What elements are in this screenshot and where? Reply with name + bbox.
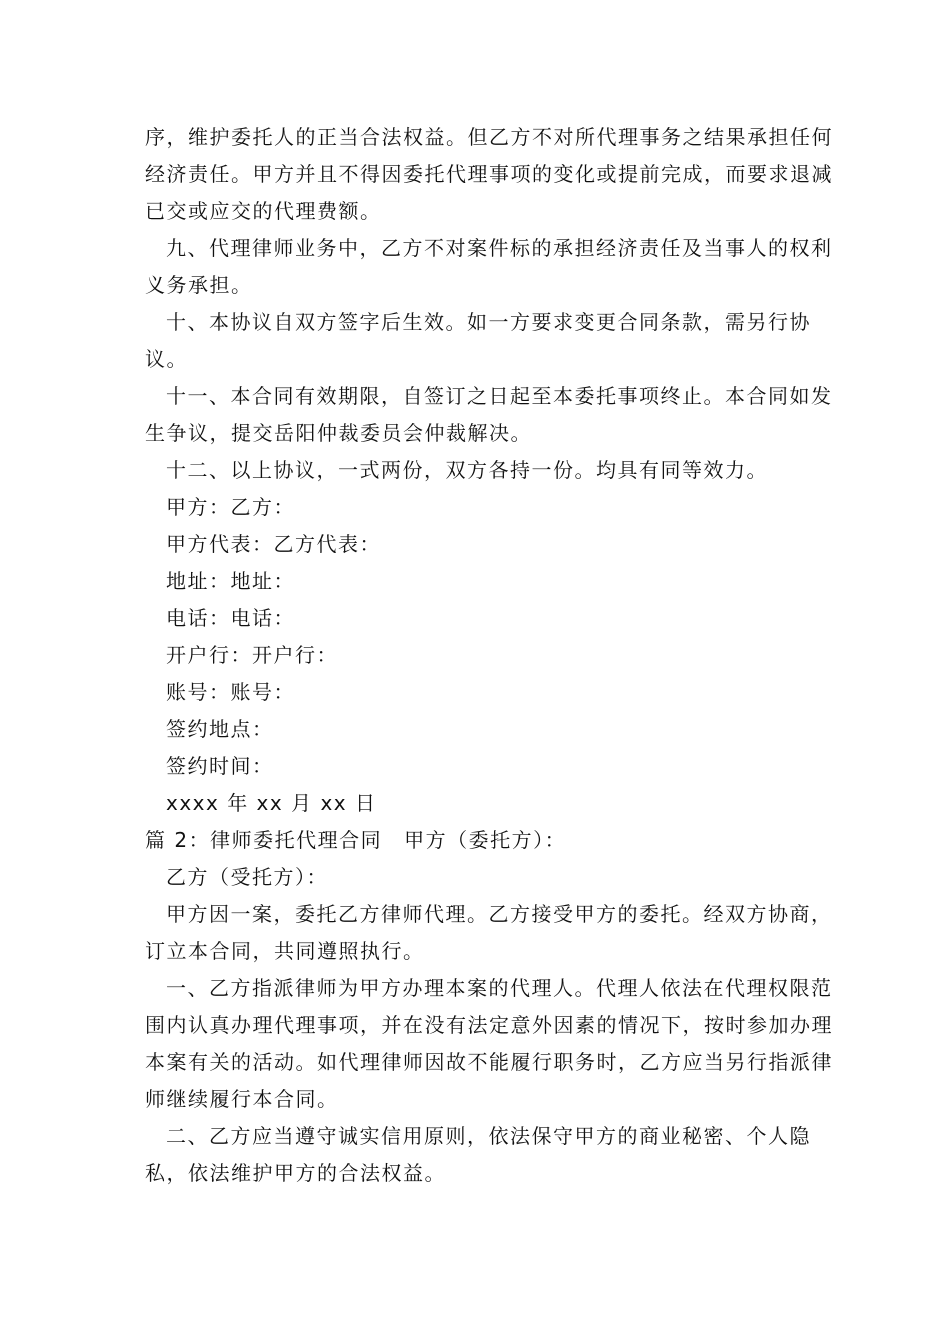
- signature-representatives: 甲方代表：乙方代表：: [166, 532, 381, 556]
- signature-address: 地址：地址：: [166, 569, 295, 593]
- signature-parties: 甲方：乙方：: [166, 495, 295, 519]
- signature-bank: 开户行：开户行：: [166, 643, 338, 667]
- section-party-a: 甲方（委托方）：: [404, 828, 567, 852]
- clause-one: 一、乙方指派律师为甲方办理本案的代理人。代理人依法在代理权限范围内认真办理代理事项，并在没有法定意外因素的情况下，按时参加办理本案有关的活动。如代理律师因故不能履行职务时，乙方应当另行指派律师继续履行本合同。: [145, 976, 833, 1111]
- signature-location: 签约地点：: [166, 717, 274, 741]
- section-heading: [145, 822, 845, 859]
- clause-two: 二、乙方应当遵守诚实信用原则，依法保守甲方的商业秘密、个人隐私，依法维护甲方的合法权益。: [145, 1124, 811, 1185]
- clause-nine: 九、代理律师业务中，乙方不对案件标的承担经济责任及当事人的权利义务承担。: [145, 236, 833, 297]
- section-title: 篇 2：律师委托代理合同: [145, 828, 383, 852]
- clause-eleven: 十一、本合同有效期限，自签订之日起至本委托事项终止。本合同如发生争议，提交岳阳仲裁委员会仲裁解决。: [145, 384, 833, 445]
- signature-account: 账号：账号：: [166, 680, 295, 704]
- party-b: 乙方（受托方）：: [166, 865, 328, 889]
- document-body: [145, 119, 845, 1192]
- intro-paragraph: 甲方因一案，委托乙方律师代理。乙方接受甲方的委托。经双方协商，订立本合同，共同遵照执行。: [145, 902, 833, 963]
- clause-ten: 十、本协议自双方签字后生效。如一方要求变更合同条款，需另行协议。: [145, 310, 811, 371]
- paragraph-continuation: 序，维护委托人的正当合法权益。但乙方不对所代理事务之结果承担任何经济责任。甲方并且不得因委托代理事项的变化或提前完成，而要求退减已交或应交的代理费额。: [145, 125, 833, 223]
- signature-date: xxxx 年 xx 月 xx 日: [166, 791, 377, 815]
- signature-time: 签约时间：: [166, 754, 274, 778]
- clause-twelve: 十二、以上协议，一式两份，双方各持一份。均具有同等效力。: [166, 458, 768, 482]
- signature-phone: 电话：电话：: [166, 606, 295, 630]
